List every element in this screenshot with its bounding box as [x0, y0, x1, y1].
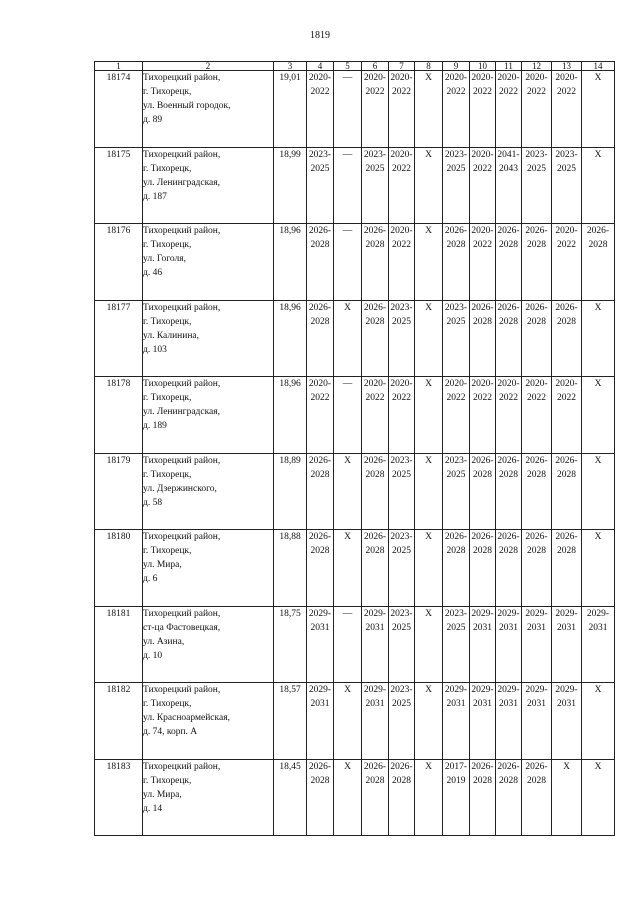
- period-cell-col-6: 2023- 2025: [362, 147, 389, 224]
- address-line: Тихорецкий район,: [143, 455, 221, 466]
- period-cell-col-4: 2020- 2022: [307, 71, 334, 148]
- period-cell-col-8: Х: [415, 683, 443, 760]
- column-header-6: 6: [362, 62, 389, 71]
- column-header-7: 7: [389, 62, 415, 71]
- period-cell-col-6: 2026- 2028: [362, 300, 389, 377]
- period-cell-col-9: 2020- 2022: [443, 71, 470, 148]
- period-cell-col-7: 2023- 2025: [389, 683, 415, 760]
- record-number: 18175: [95, 147, 143, 224]
- period-cell-col-4: 2023- 2025: [307, 147, 334, 224]
- record-number: 18177: [95, 300, 143, 377]
- address-line: ул. Калинина,: [143, 330, 200, 341]
- period-cell-col-6: 2020- 2022: [362, 377, 389, 454]
- period-cell-col-10: 2026- 2028: [470, 530, 496, 607]
- period-cell-col-9: 2023- 2025: [443, 300, 470, 377]
- area-value: 18,88: [274, 530, 307, 607]
- address-line: Тихорецкий район,: [143, 73, 221, 83]
- period-cell-col-7: 2023- 2025: [389, 453, 415, 530]
- period-cell-col-11: 2020- 2022: [496, 71, 522, 148]
- column-header-2: 2: [143, 62, 274, 71]
- area-value: 18,96: [274, 300, 307, 377]
- address-line: Тихорецкий район,: [143, 608, 221, 619]
- period-cell-col-5: Х: [334, 300, 362, 377]
- period-cell-col-8: Х: [415, 71, 443, 148]
- record-number: 18178: [95, 377, 143, 454]
- period-cell-col-7: 2023- 2025: [389, 530, 415, 607]
- period-cell-col-13: 2020- 2022: [552, 71, 582, 148]
- record-number: 18179: [95, 453, 143, 530]
- period-cell-col-4: 2026- 2028: [307, 300, 334, 377]
- address-line: Тихорецкий район,: [143, 226, 221, 236]
- table-row: [95, 606, 615, 683]
- period-cell-col-7: 2023- 2025: [389, 606, 415, 683]
- table-row: [95, 300, 615, 377]
- period-cell-col-11: 2041- 2043: [496, 147, 522, 224]
- period-cell-col-12: 2020- 2022: [522, 71, 552, 148]
- area-value: 19,01: [274, 71, 307, 148]
- address-line: д. 89: [143, 115, 163, 125]
- address-line: ул. Ленинградская,: [143, 177, 221, 188]
- period-cell-col-6: 2020- 2022: [362, 71, 389, 148]
- address-line: ул. Азина,: [143, 636, 185, 647]
- period-cell-col-4: 2026- 2028: [307, 759, 334, 836]
- period-cell-col-13: 2026- 2028: [552, 453, 582, 530]
- address-line: г. Тихорецк,: [143, 163, 192, 174]
- address-cell: [143, 453, 274, 530]
- period-cell-col-5: —: [334, 606, 362, 683]
- period-cell-col-13: 2020- 2022: [552, 377, 582, 454]
- period-cell-col-13: Х: [552, 759, 582, 836]
- address-line: Тихорецкий район,: [143, 761, 221, 772]
- address-line: Тихорецкий район,: [143, 532, 221, 542]
- address-line: Тихорецкий район,: [143, 685, 221, 695]
- address-line: ул. Мира,: [143, 560, 182, 570]
- column-header-10: 10: [470, 62, 496, 71]
- period-cell-col-12: 2026- 2028: [522, 453, 552, 530]
- period-cell-col-14: Х: [582, 71, 615, 148]
- period-cell-col-11: 2020- 2022: [496, 377, 522, 454]
- period-cell-col-9: 2023- 2025: [443, 453, 470, 530]
- period-cell-col-14: Х: [582, 147, 615, 224]
- address-line: Тихорецкий район,: [143, 149, 221, 160]
- period-cell-col-11: 2026- 2028: [496, 300, 522, 377]
- period-cell-col-12: 2026- 2028: [522, 759, 552, 836]
- table-row: [95, 147, 615, 224]
- address-line: г. Тихорецк,: [143, 87, 192, 97]
- record-number: 18174: [95, 71, 143, 148]
- area-value: 18,75: [274, 606, 307, 683]
- column-header-9: 9: [443, 62, 470, 71]
- address-line: д. 187: [143, 191, 167, 202]
- period-cell-col-7: 2020- 2022: [389, 71, 415, 148]
- period-cell-col-8: Х: [415, 147, 443, 224]
- period-cell-col-12: 2029- 2031: [522, 683, 552, 760]
- period-cell-col-10: 2026- 2028: [470, 759, 496, 836]
- address-line: д. 189: [143, 421, 167, 431]
- page-number: 1819: [310, 30, 330, 41]
- period-cell-col-6: 2029- 2031: [362, 606, 389, 683]
- period-cell-col-14: Х: [582, 300, 615, 377]
- address-line: д. 10: [143, 650, 163, 661]
- period-cell-col-8: Х: [415, 300, 443, 377]
- period-cell-col-10: 2029- 2031: [470, 683, 496, 760]
- period-cell-col-9: 2017- 2019: [443, 759, 470, 836]
- period-cell-col-7: 2020- 2022: [389, 147, 415, 224]
- column-header-1: 1: [95, 62, 143, 71]
- area-value: 18,89: [274, 453, 307, 530]
- address-line: г. Тихорецк,: [143, 699, 192, 709]
- period-cell-col-6: 2026- 2028: [362, 530, 389, 607]
- column-header-4: 4: [307, 62, 334, 71]
- period-cell-col-9: 2023- 2025: [443, 606, 470, 683]
- period-cell-col-12: 2026- 2028: [522, 224, 552, 301]
- address-line: ул. Гоголя,: [143, 254, 187, 264]
- period-cell-col-13: 2029- 2031: [552, 683, 582, 760]
- period-cell-col-6: 2026- 2028: [362, 453, 389, 530]
- period-cell-col-11: 2026- 2028: [496, 453, 522, 530]
- area-value: 18,96: [274, 377, 307, 454]
- column-header-8: 8: [415, 62, 443, 71]
- period-cell-col-13: 2023- 2025: [552, 147, 582, 224]
- period-cell-col-6: 2029- 2031: [362, 683, 389, 760]
- period-cell-col-7: 2026- 2028: [389, 759, 415, 836]
- address-cell: [143, 224, 274, 301]
- period-cell-col-9: 2026- 2028: [443, 530, 470, 607]
- address-line: ст-ца Фастовецкая,: [143, 622, 221, 633]
- period-cell-col-5: —: [334, 224, 362, 301]
- period-cell-col-12: 2023- 2025: [522, 147, 552, 224]
- period-cell-col-8: Х: [415, 377, 443, 454]
- column-header-13: 13: [552, 62, 582, 71]
- period-cell-col-14: Х: [582, 683, 615, 760]
- period-cell-col-8: Х: [415, 759, 443, 836]
- period-cell-col-10: 2029- 2031: [470, 606, 496, 683]
- period-cell-col-10: 2026- 2028: [470, 453, 496, 530]
- record-number: 18181: [95, 606, 143, 683]
- period-cell-col-12: 2026- 2028: [522, 300, 552, 377]
- period-cell-col-11: 2026- 2028: [496, 530, 522, 607]
- period-cell-col-5: Х: [334, 530, 362, 607]
- period-cell-col-10: 2020- 2022: [470, 71, 496, 148]
- address-line: ул. Мира,: [143, 789, 182, 800]
- housing-registry-table: [94, 61, 615, 836]
- address-cell: [143, 759, 274, 836]
- address-line: Тихорецкий район,: [143, 302, 221, 313]
- period-cell-col-10: 2020- 2022: [470, 147, 496, 224]
- address-cell: [143, 683, 274, 760]
- address-line: г. Тихорецк,: [143, 316, 192, 327]
- table-row: [95, 683, 615, 760]
- period-cell-col-12: 2029- 2031: [522, 606, 552, 683]
- table-row: [95, 759, 615, 836]
- period-cell-col-5: Х: [334, 683, 362, 760]
- period-cell-col-4: 2029- 2031: [307, 606, 334, 683]
- address-cell: [143, 377, 274, 454]
- table-row: [95, 453, 615, 530]
- record-number: 18182: [95, 683, 143, 760]
- column-number-header: [95, 62, 615, 71]
- address-line: г. Тихорецк,: [143, 240, 192, 250]
- period-cell-col-13: 2029- 2031: [552, 606, 582, 683]
- table-row: [95, 71, 615, 148]
- address-cell: [143, 606, 274, 683]
- period-cell-col-13: 2026- 2028: [552, 300, 582, 377]
- record-number: 18176: [95, 224, 143, 301]
- period-cell-col-8: Х: [415, 530, 443, 607]
- period-cell-col-14: Х: [582, 759, 615, 836]
- period-cell-col-4: 2029- 2031: [307, 683, 334, 760]
- area-value: 18,96: [274, 224, 307, 301]
- period-cell-col-4: 2026- 2028: [307, 530, 334, 607]
- period-cell-col-14: 2029- 2031: [582, 606, 615, 683]
- period-cell-col-4: 2026- 2028: [307, 224, 334, 301]
- period-cell-col-6: 2026- 2028: [362, 224, 389, 301]
- period-cell-col-10: 2026- 2028: [470, 300, 496, 377]
- header-row: [95, 62, 615, 71]
- period-cell-col-14: 2026- 2028: [582, 224, 615, 301]
- address-line: Тихорецкий район,: [143, 379, 221, 389]
- address-line: ул. Военный городок,: [143, 101, 231, 111]
- column-header-11: 11: [496, 62, 522, 71]
- period-cell-col-9: 2029- 2031: [443, 683, 470, 760]
- period-cell-col-5: Х: [334, 759, 362, 836]
- column-header-5: 5: [334, 62, 362, 71]
- period-cell-col-11: 2026- 2028: [496, 224, 522, 301]
- address-line: д. 14: [143, 803, 163, 814]
- column-header-3: 3: [274, 62, 307, 71]
- period-cell-col-7: 2023- 2025: [389, 300, 415, 377]
- period-cell-col-7: 2020- 2022: [389, 377, 415, 454]
- address-cell: [143, 530, 274, 607]
- period-cell-col-10: 2020- 2022: [470, 224, 496, 301]
- area-value: 18,45: [274, 759, 307, 836]
- address-line: г. Тихорецк,: [143, 393, 192, 403]
- address-line: ул. Красноармейская,: [143, 713, 230, 723]
- address-line: г. Тихорецк,: [143, 469, 192, 480]
- address-line: д. 6: [143, 574, 158, 584]
- table-row: [95, 224, 615, 301]
- record-number: 18183: [95, 759, 143, 836]
- period-cell-col-12: 2026- 2028: [522, 530, 552, 607]
- address-cell: [143, 147, 274, 224]
- period-cell-col-14: Х: [582, 530, 615, 607]
- period-cell-col-11: 2029- 2031: [496, 683, 522, 760]
- record-number: 18180: [95, 530, 143, 607]
- period-cell-col-13: 2020- 2022: [552, 224, 582, 301]
- period-cell-col-8: Х: [415, 453, 443, 530]
- period-cell-col-5: Х: [334, 453, 362, 530]
- address-cell: [143, 300, 274, 377]
- table-body: [95, 71, 615, 836]
- period-cell-col-11: 2026- 2028: [496, 759, 522, 836]
- address-line: д. 58: [143, 497, 163, 508]
- period-cell-col-8: Х: [415, 224, 443, 301]
- address-line: г. Тихорецк,: [143, 546, 192, 556]
- table-row: [95, 530, 615, 607]
- period-cell-col-9: 2020- 2022: [443, 377, 470, 454]
- period-cell-col-5: —: [334, 377, 362, 454]
- period-cell-col-6: 2026- 2028: [362, 759, 389, 836]
- period-cell-col-5: —: [334, 71, 362, 148]
- area-value: 18,57: [274, 683, 307, 760]
- address-line: ул. Ленинградская,: [143, 407, 221, 417]
- period-cell-col-7: 2020- 2022: [389, 224, 415, 301]
- period-cell-col-11: 2029- 2031: [496, 606, 522, 683]
- period-cell-col-14: Х: [582, 453, 615, 530]
- period-cell-col-5: —: [334, 147, 362, 224]
- period-cell-col-8: Х: [415, 606, 443, 683]
- period-cell-col-10: 2020- 2022: [470, 377, 496, 454]
- address-line: г. Тихорецк,: [143, 775, 192, 786]
- address-line: ул. Дзержинского,: [143, 483, 217, 494]
- period-cell-col-9: 2023- 2025: [443, 147, 470, 224]
- period-cell-col-14: Х: [582, 377, 615, 454]
- address-line: д. 46: [143, 268, 163, 278]
- period-cell-col-4: 2020- 2022: [307, 377, 334, 454]
- period-cell-col-12: 2020- 2022: [522, 377, 552, 454]
- address-line: д. 103: [143, 344, 167, 355]
- period-cell-col-4: 2026- 2028: [307, 453, 334, 530]
- address-line: д. 74, корп. А: [143, 727, 198, 737]
- table-row: [95, 377, 615, 454]
- area-value: 18,99: [274, 147, 307, 224]
- column-header-14: 14: [582, 62, 615, 71]
- column-header-12: 12: [522, 62, 552, 71]
- address-cell: [143, 71, 274, 148]
- period-cell-col-9: 2026- 2028: [443, 224, 470, 301]
- period-cell-col-13: 2026- 2028: [552, 530, 582, 607]
